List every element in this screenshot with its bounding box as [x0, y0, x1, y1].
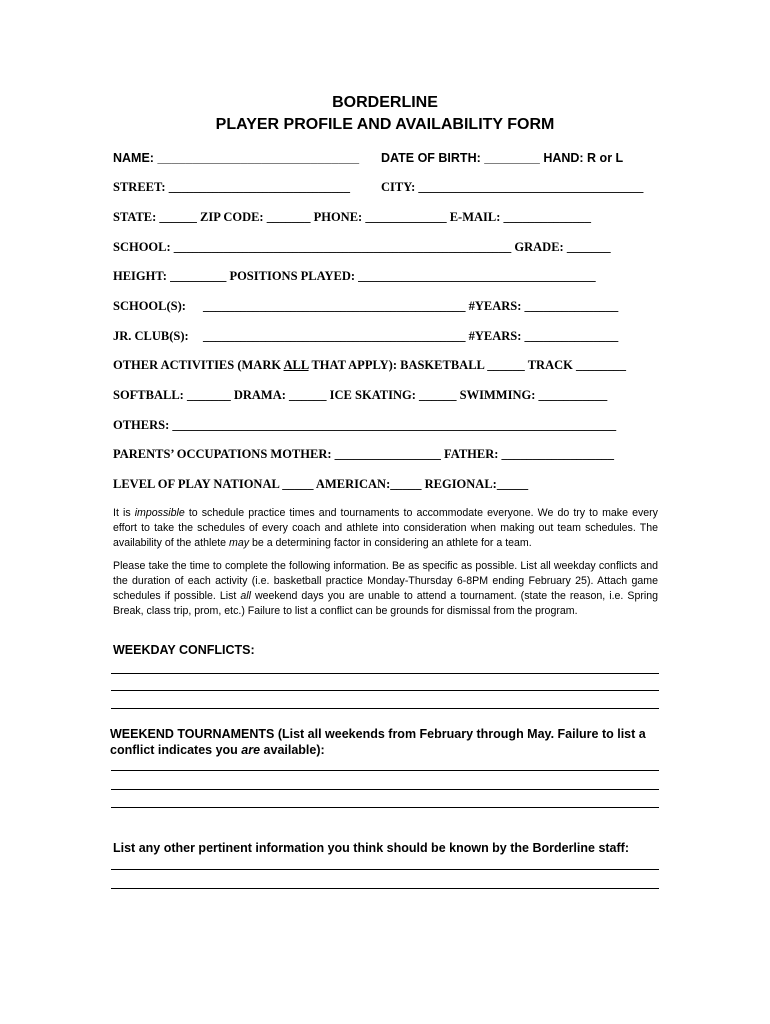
weekday-answer-line-3[interactable] [111, 708, 659, 709]
school-grade-row[interactable]: SCHOOL: ______________________________________________________ GRADE: _______ [113, 240, 611, 254]
schools-row [113, 299, 658, 314]
schools-field[interactable]: __________________________________________ #YEARS: _______________ [203, 299, 619, 313]
level-of-play-text: LEVEL OF PLAY NATIONAL _____ AMERICAN: [113, 477, 391, 491]
other-activities-text: OTHER ACTIVITIES (MARK [113, 358, 284, 372]
weekday-answer-line-2[interactable] [111, 690, 659, 691]
scheduling-paragraph [113, 506, 658, 551]
parents-occupations-row[interactable]: PARENTS’ OCCUPATIONS MOTHER: _________________ FATHER: __________________ [113, 447, 615, 461]
other-activities-options: THAT APPLY): BASKETBALL ______ TRACK ________ [308, 358, 626, 372]
street-row [113, 180, 658, 195]
weekday-answer-line-1[interactable] [111, 673, 659, 674]
para1-text-b: to schedule practice times and tournaments to accommodate everyone. We do try to make every effort to take the schedules of every coach and athlete into consideration when making out team schedules. The availability of the athlete [113, 507, 658, 549]
weekend-are: are [241, 743, 261, 757]
other-info-heading: List any other pertinent information you think should be known by the Borderline staff: [113, 841, 629, 855]
para2-all: all [240, 590, 251, 602]
weekend-text-a: WEEKEND TOURNAMENTS (List all weekends from February through May. Failure to list a conflict indicates you [110, 727, 646, 757]
para1-text-c: be a determining factor in considering an athlete for a team. [249, 537, 532, 549]
para1-may: may [229, 537, 250, 549]
schools-label: SCHOOL(S): [113, 299, 186, 313]
jr-club-label: JR. CLUB(S): [113, 329, 189, 343]
street-field[interactable]: STREET: _____________________________ [113, 180, 350, 194]
form-title-org: BORDERLINE [332, 94, 438, 111]
para1-text-a: It is [113, 507, 135, 519]
weekend-answer-line-2[interactable] [111, 789, 659, 790]
regional-blank[interactable]: _____ [496, 477, 529, 491]
jr-club-row [113, 329, 658, 344]
para1-impossible: impossible [134, 507, 185, 519]
other-info-line-2[interactable] [111, 888, 659, 889]
state-zip-phone-email-row[interactable]: STATE: ______ ZIP CODE: _______ PHONE: _____________ E-MAIL: ______________ [113, 210, 592, 224]
para2-text-b: weekend days you are unable to attend a tournament. (state the reason, i.e. Spring Break, class trip, prom, etc.) Failure to list a conflict can be grounds for dismissal from the program. [113, 590, 659, 617]
instructions-paragraph [113, 559, 658, 619]
weekend-text-b: available): [260, 743, 325, 757]
regional-label: REGIONAL: [421, 477, 497, 491]
other-info-line-1[interactable] [111, 869, 659, 870]
weekend-answer-line-1[interactable] [111, 770, 659, 771]
weekend-tournaments-heading [110, 726, 662, 758]
form-title: PLAYER PROFILE AND AVAILABILITY FORM [215, 116, 555, 133]
other-activities-row[interactable] [113, 358, 658, 373]
jr-club-field[interactable]: __________________________________________ #YEARS: _______________ [203, 329, 619, 343]
level-of-play-row[interactable] [113, 477, 658, 492]
softball-drama-row[interactable]: SOFTBALL: _______ DRAMA: ______ ICE SKATING: ______ SWIMMING: ___________ [113, 388, 608, 402]
others-row[interactable]: OTHERS: _______________________________________________________________________ [113, 418, 617, 432]
weekday-conflicts-heading: WEEKDAY CONFLICTS: [113, 643, 255, 657]
name-row [113, 151, 658, 165]
city-field[interactable]: CITY: ____________________________________ [381, 180, 644, 194]
name-field[interactable]: NAME: _____________________________ [113, 151, 360, 165]
all-emphasis: ALL [283, 358, 309, 372]
dob-hand-field[interactable]: DATE OF BIRTH: ________ HAND: R or L [381, 151, 624, 165]
height-positions-row[interactable]: HEIGHT: _________ POSITIONS PLAYED: ______________________________________ [113, 269, 596, 283]
american-blank[interactable]: _____ [390, 477, 422, 491]
weekend-answer-line-3[interactable] [111, 807, 659, 808]
para2-text-a: Please take the time to complete the following information. Be as specific as possible. List all weekday conflicts and the duration of each activity (i.e. basketball practice Monday-Thursday 6-8PM ending February 25). Attach game schedules if possible. List [113, 560, 658, 602]
